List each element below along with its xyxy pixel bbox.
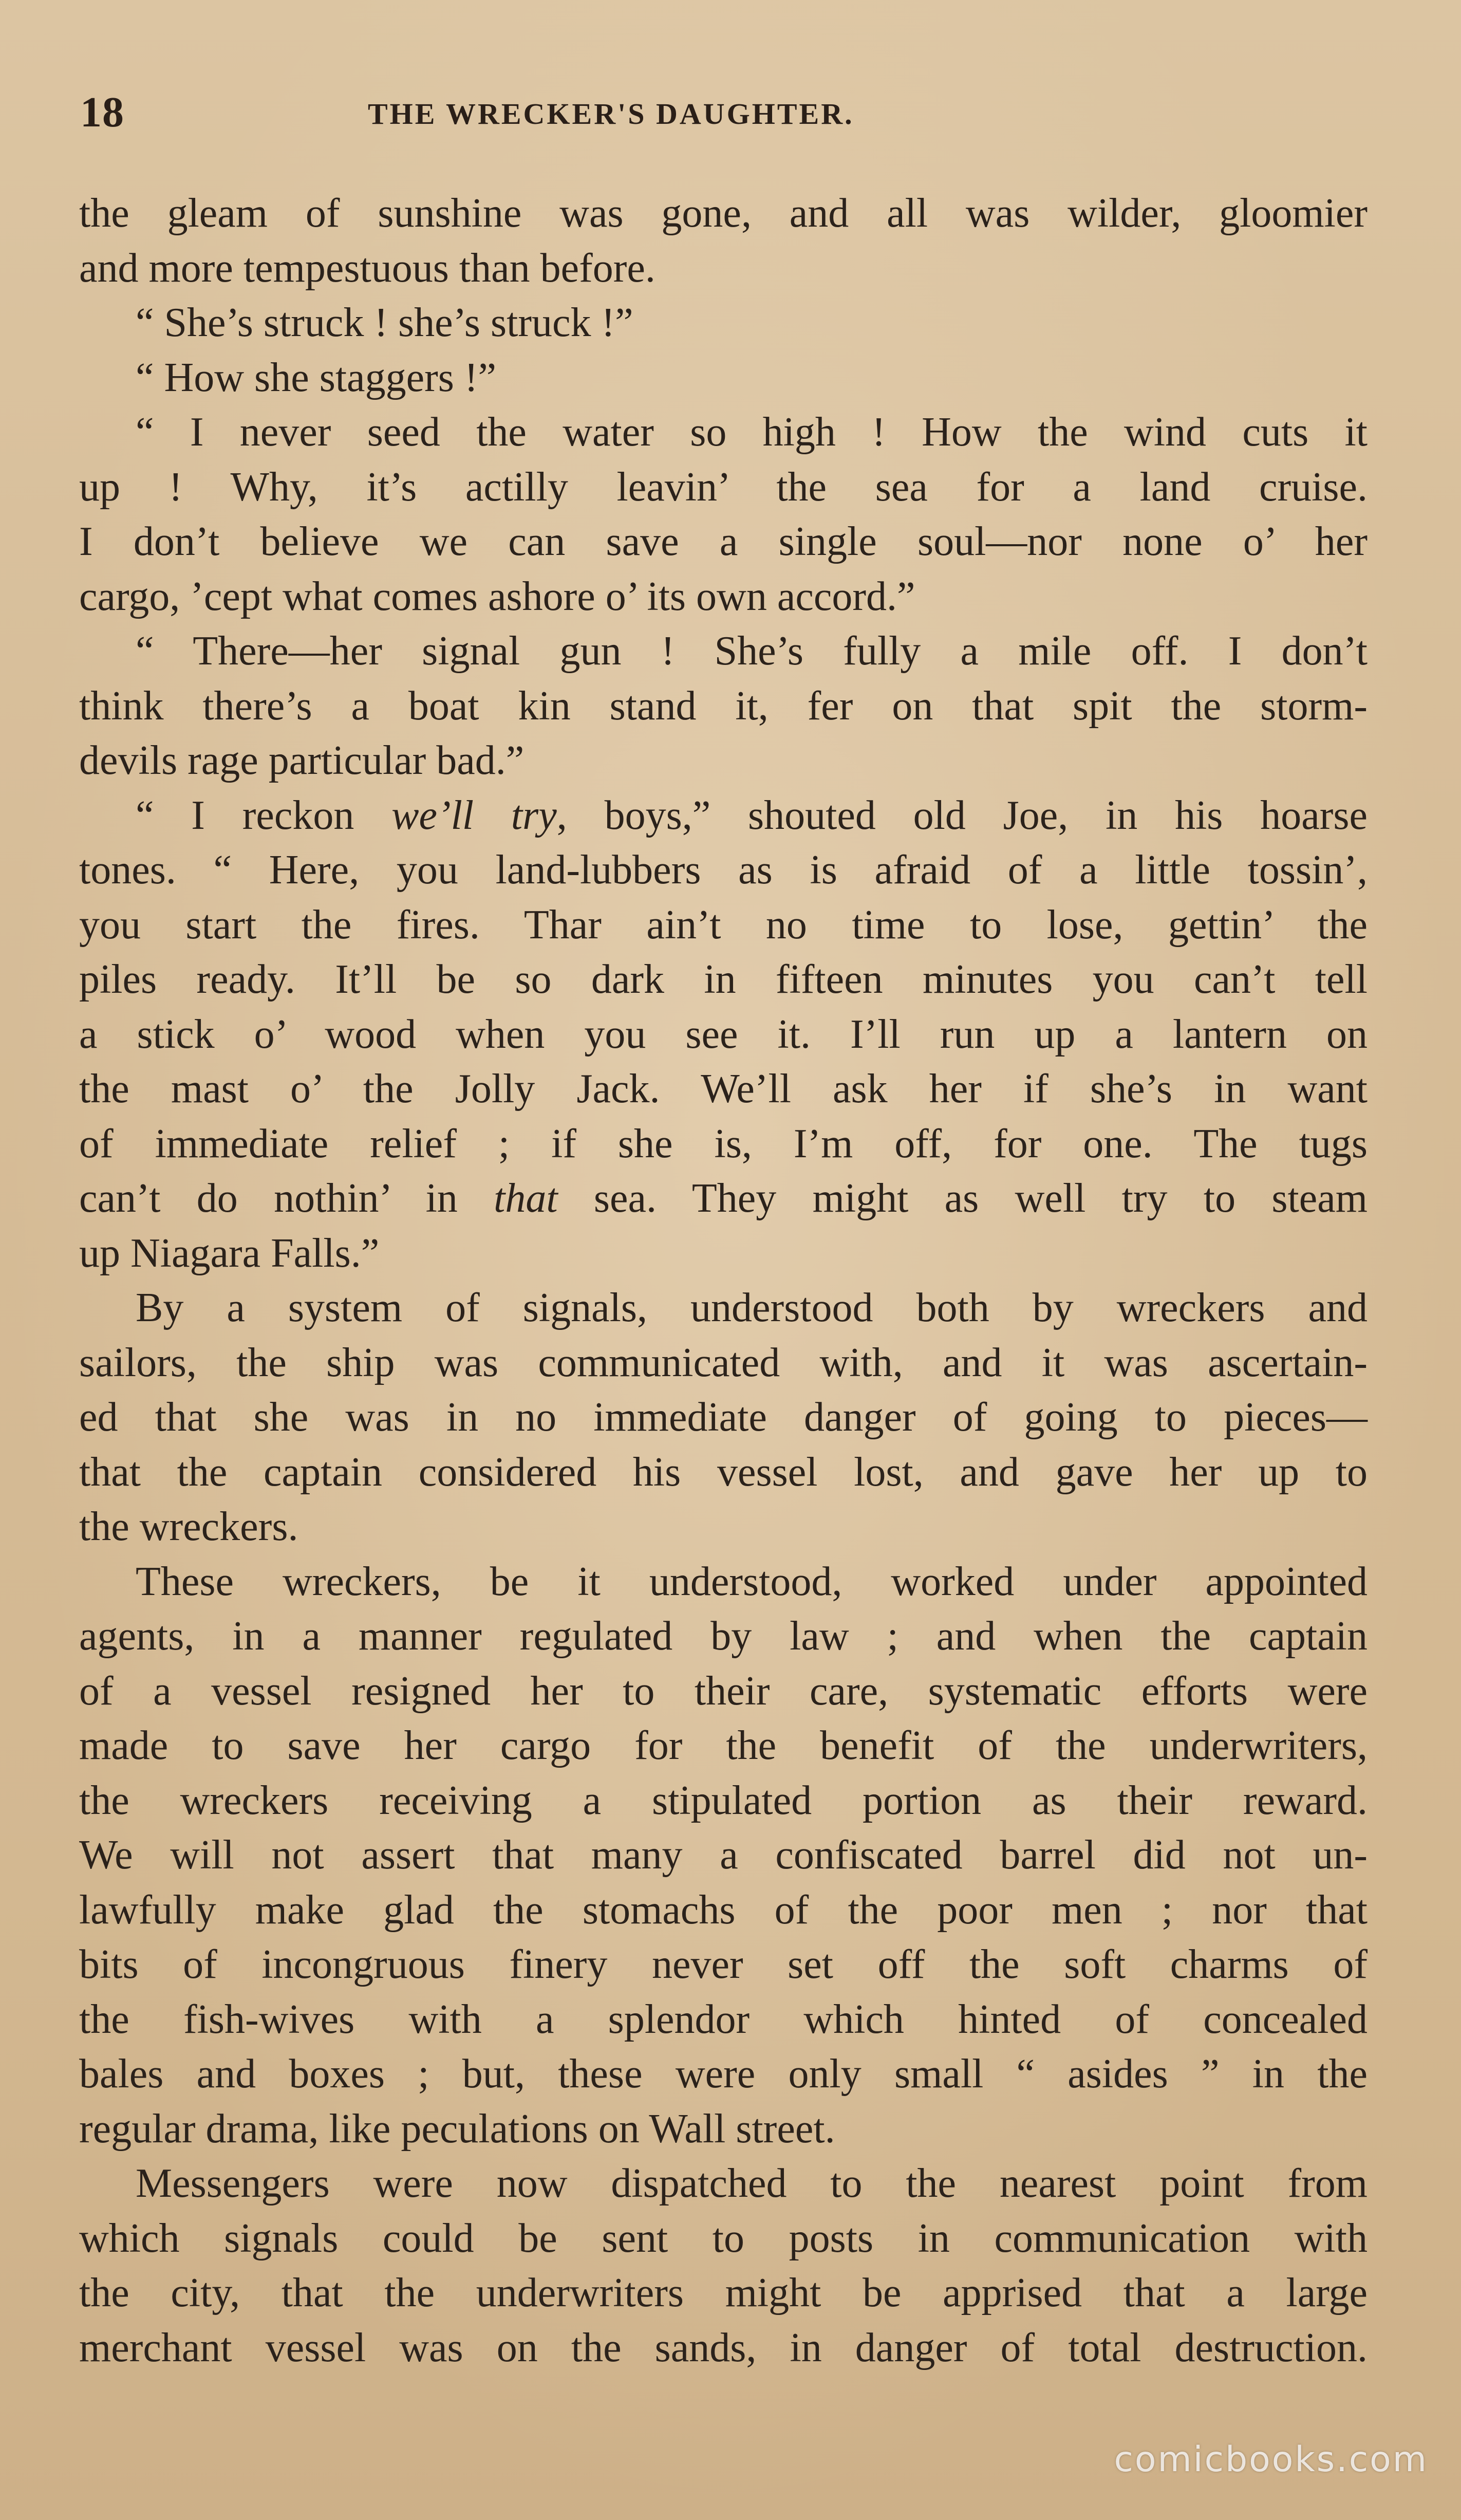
- text-line: bales and boxes ; but, these were only small “ asides ” in the: [79, 2051, 1368, 2097]
- text-line: the mast o’ the Jolly Jack. We’ll ask her if she’s in want: [79, 1066, 1368, 1111]
- text-line: of immediate relief ; if she is, I’m off, for one. The tugs: [79, 1121, 1368, 1166]
- text-line: regular drama, like peculations on Wall street.: [79, 2106, 835, 2152]
- text-line: the wreckers.: [79, 1504, 298, 1549]
- text-line: sailors, the ship was communicated with, and it was ascertain-: [79, 1340, 1368, 1385]
- emphasis: we’ll try: [391, 792, 557, 838]
- text-line: Messengers were now dispatched to the nearest point from: [136, 2161, 1368, 2206]
- text-line: merchant vessel was on the sands, in danger of total destruction.: [79, 2325, 1368, 2370]
- text-line: which signals could be sent to posts in communication with: [79, 2215, 1368, 2261]
- text-line: the city, that the underwriters might be apprised that a large: [79, 2270, 1368, 2315]
- text-line: We will not assert that many a confiscated barrel did not un-: [79, 1832, 1368, 1878]
- body-text: [79, 186, 1368, 2375]
- page-header: [80, 77, 1380, 139]
- text-line: “ She’s struck ! she’s struck !”: [136, 300, 633, 345]
- text-line: made to save her cargo for the benefit of the underwriters,: [79, 1723, 1368, 1768]
- text-line: a stick o’ wood when you see it. I’ll run up a lantern on: [79, 1011, 1368, 1057]
- text-line: lawfully make glad the stomachs of the poor men ; nor that: [79, 1887, 1368, 1933]
- emphasis: that: [494, 1176, 558, 1221]
- text-line: the fish-wives with a splendor which hinted of concealed: [79, 1996, 1368, 2042]
- text-line: “ There—her signal gun ! She’s fully a mile off. I don’t: [136, 628, 1368, 674]
- text-line: ed that she was in no immediate danger of going to pieces—: [79, 1395, 1368, 1440]
- text-line: up Niagara Falls.”: [79, 1230, 380, 1276]
- page-number: 18: [80, 88, 124, 136]
- text-line: agents, in a manner regulated by law ; and when the captain: [79, 1614, 1368, 1659]
- text-line: tones. “ Here, you land-lubbers as is afraid of a little tossin’,: [79, 847, 1368, 893]
- text-line: of a vessel resigned her to their care, systematic efforts were: [79, 1668, 1368, 1714]
- text-line: “ How she staggers !”: [136, 355, 496, 400]
- text-line: the gleam of sunshine was gone, and all was wilder, gloomier: [79, 191, 1368, 236]
- text-line: “ I never seed the water so high ! How the wind cuts it: [136, 410, 1368, 455]
- text-line: think there’s a boat kin stand it, fer on that spit the storm-: [79, 683, 1368, 729]
- text-line: and more tempestuous than before.: [79, 245, 655, 291]
- text-line: piles ready. It’ll be so dark in fifteen minutes you can’t tell: [79, 957, 1368, 1002]
- text-line: I don’t believe we can save a single soul—nor none o’ her: [79, 519, 1368, 564]
- text-line: devils rage particular bad.”: [79, 738, 525, 783]
- running-head: THE WRECKER'S DAUGHTER.: [368, 97, 854, 131]
- text-line: These wreckers, be it understood, worked under appointed: [136, 1559, 1368, 1604]
- text-line: cargo, ’cept what comes ashore o’ its own accord.”: [79, 573, 915, 619]
- text-line: the wreckers receiving a stipulated portion as their reward.: [79, 1777, 1368, 1823]
- watermark: comicbooks.com: [1114, 2439, 1428, 2480]
- text-line: bits of incongruous finery never set off the soft charms of: [79, 1942, 1368, 1987]
- text-line: you start the fires. Thar ain’t no time to lose, gettin’ the: [79, 902, 1368, 948]
- text-line: can’t do nothin’ in that sea. They might as well try to steam: [79, 1176, 1368, 1221]
- text-line: that the captain considered his vessel lost, and gave her up to: [79, 1449, 1368, 1495]
- text-line: up ! Why, it’s actilly leavin’ the sea for a land cruise.: [79, 464, 1368, 510]
- text-line: “ I reckon we’ll try, boys,” shouted old Joe, in his hoarse: [136, 792, 1368, 838]
- text-line: By a system of signals, understood both by wreckers and: [136, 1285, 1368, 1330]
